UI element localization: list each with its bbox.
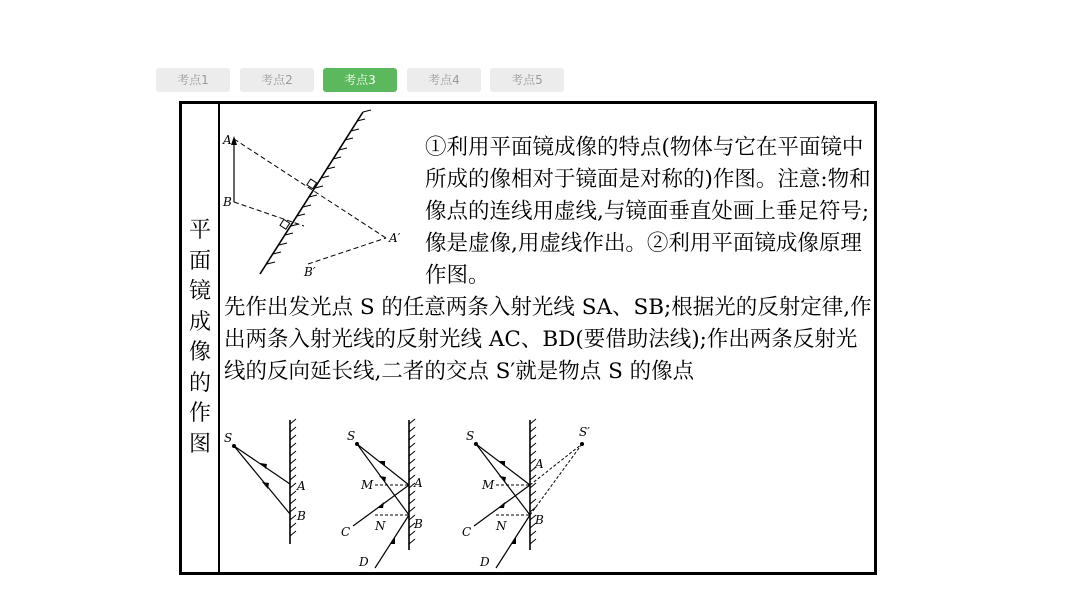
label-M: M — [361, 478, 374, 492]
title-char: 镜 — [188, 279, 211, 304]
method-1-text: ①利用平面镜成像的特点(物体与它在平面镜中所成的像相对于镜面是对称的)作图。注意:物和像点的连线用虚线,与镜面垂直处画上垂足符号;像是虚像,用虚线作出。②利用平面镜成像原理作图。 — [425, 135, 871, 288]
title-char: 图 — [188, 431, 211, 457]
tab-kaodian-3[interactable]: 考点3 — [323, 68, 397, 92]
label-D: D — [480, 555, 490, 569]
title-char: 作 — [188, 401, 211, 426]
label-S: S — [224, 431, 233, 445]
virtual-image-figure — [458, 416, 608, 569]
label-A: A — [223, 133, 232, 147]
tab-kaodian-2[interactable]: 考点2 — [240, 68, 314, 92]
label-S: S — [347, 429, 356, 443]
mirror-symmetry-figure — [218, 104, 418, 284]
label-S-prime: S′ — [579, 425, 590, 439]
label-N: N — [496, 519, 507, 533]
tab-kaodian-4[interactable]: 考点4 — [407, 68, 481, 92]
title-char: 平 — [188, 218, 211, 243]
label-B: B — [223, 195, 232, 209]
title-char: 像 — [188, 340, 211, 365]
reflected-rays-figure — [337, 416, 457, 569]
label-B: B — [535, 513, 544, 527]
title-char: 面 — [188, 248, 211, 274]
label-B-prime: B′ — [304, 265, 316, 279]
label-A: A — [297, 479, 306, 493]
label-C: C — [462, 525, 472, 539]
label-A-prime: A′ — [389, 231, 401, 245]
label-N: N — [375, 519, 386, 533]
method-2-text: 先作出发光点 S 的任意两条入射光线 SA、SB;根据光的反射定律,作出两条入射光线的反射光线 AC、BD(要借助法线);作出两条反射光线的反向延长线,二者的交点 S′就是物点 S 的像点 — [224, 295, 872, 384]
label-A: A — [535, 457, 544, 471]
tab-kaodian-5[interactable]: 考点5 — [490, 68, 564, 92]
label-B: B — [414, 517, 423, 531]
row-title — [182, 216, 218, 460]
tab-kaodian-1[interactable]: 考点1 — [156, 68, 230, 92]
label-M: M — [482, 478, 495, 492]
label-D: D — [359, 555, 369, 569]
content-table — [179, 101, 877, 575]
label-S: S — [466, 429, 475, 443]
label-C: C — [341, 525, 351, 539]
label-A: A — [414, 476, 423, 490]
label-B: B — [297, 509, 306, 523]
title-char: 成 — [188, 309, 211, 335]
incident-rays-figure — [222, 416, 322, 546]
title-char: 的 — [188, 370, 211, 396]
row-header — [182, 104, 220, 572]
